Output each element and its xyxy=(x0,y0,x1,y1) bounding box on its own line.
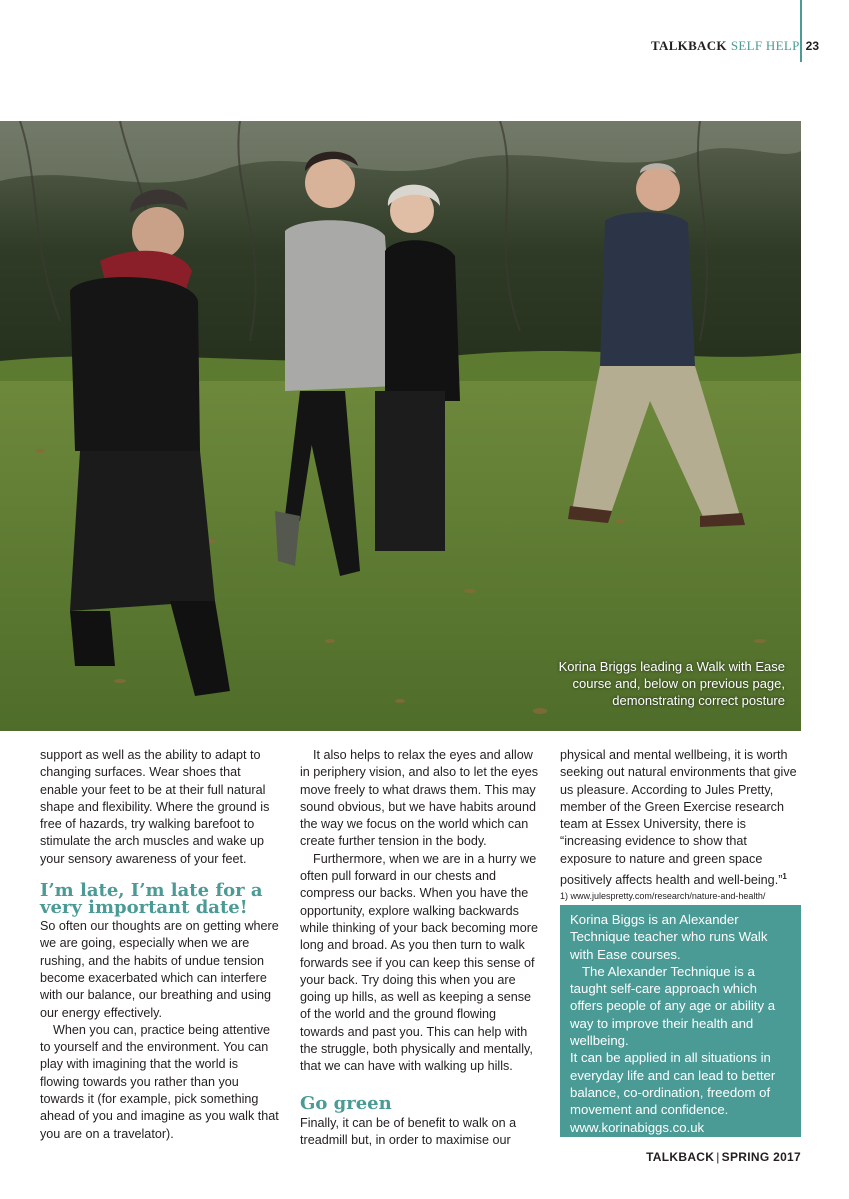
column1-paragraph-1: support as well as the ability to adapt to changing surfaces. Wear shoes that enable your feet to be at their full natural shape and flexibility. Where the ground is free of hazards, try walking barefoot to stimulate the arch muscles and wake up your sensory awareness of your feet. xyxy=(40,748,270,866)
footer-issue: SPRING 2017 xyxy=(721,1150,801,1164)
footer-separator: | xyxy=(716,1150,720,1164)
caption-line-1: Korina Briggs leading a Walk with Ease xyxy=(558,659,785,674)
article-column-1 xyxy=(40,747,280,1143)
article-column-3 xyxy=(560,747,802,902)
section-name: SELF HELP xyxy=(730,38,800,53)
magazine-name: TALKBACK xyxy=(651,38,727,53)
infobox-paragraph-3: It can be applied in all situations in everyday life and can lead to better balance, co-ordination, freedom of movement and confidence. xyxy=(570,1050,776,1118)
footnote: 1) www.julespretty.com/research/nature-and-health/ xyxy=(560,890,766,901)
column3-paragraph-text: physical and mental wellbeing, it is worth seeking out natural environments that give us pleasure. According to Jules Pretty, member of the Green Exercise research team at Essex University, there is “increasing evidence to show that exposure to nature and green space positively affects health and well-being.” xyxy=(560,748,797,888)
infobox-paragraph-2: The Alexander Technique is a taught self-care approach which offers people of any age or ability a way to improve their health and wellbeing. xyxy=(570,963,776,1049)
subheading-late: I’m late, I’m late for a very important date! xyxy=(40,880,263,919)
link-alexandertechnique[interactable]: www.alexandertechnique.co.uk xyxy=(570,1136,752,1152)
photo-illustration xyxy=(0,121,801,731)
caption-line-2: course and, below on previous page, xyxy=(572,676,785,691)
author-info-box xyxy=(560,905,801,1152)
footer-magazine: TALKBACK xyxy=(646,1150,715,1164)
column2-paragraph-1: It also helps to relax the eyes and allow in periphery vision, and also to let the eyes move freely to what draws them. This may sound obvious, but we have habits around the way we focus on the world which can create further tension in the body. xyxy=(300,748,539,849)
link-korinabiggs[interactable]: www.korinabiggs.co.uk xyxy=(570,1119,705,1135)
walking-group-photo xyxy=(0,121,801,731)
column3-paragraph-1 xyxy=(560,747,802,890)
footnote-marker: 1 xyxy=(782,872,787,882)
subheading-go-green: Go green xyxy=(300,1092,392,1114)
column1-paragraph-3: When you can, practice being attentive to yourself and the environment. You can play with imagining that the world is flowing towards you rather than you towards it (for example, pick something ahead of you and imagine as you walk that you are on a travelator). xyxy=(40,1022,279,1141)
column2-paragraph-2: Furthermore, when we are in a hurry we often pull forward in our chests and compress our backs. When you have the opportunity, explore walking backwards while thinking of your back becoming more long and broad. As you then turn to walk forwards see if you can keep this sense of your back. Try doing this when you are going up hills, as well as keeping a sense of the world and the ground flowing towards and past you. This can help with the struggle, both physically and mentally, that we can have with walking up hills. xyxy=(300,851,539,1074)
article-column-2 xyxy=(300,747,540,1149)
column1-paragraph-2: So often our thoughts are on getting where we are going, especially when we are rushing, and the habits of undue tension become exacerbated which can interfere with our balance, our breathing and using our energy effectively. xyxy=(40,919,279,1020)
column2-paragraph-3: Finally, it can be of benefit to walk on a treadmill but, in order to maximise our xyxy=(300,1115,517,1147)
infobox-paragraph-1: Korina Biggs is an Alexander Technique teacher who runs Walk with Ease courses. xyxy=(570,912,768,962)
page-number: 23 xyxy=(805,39,819,53)
header-rule xyxy=(800,0,802,62)
photo-caption xyxy=(525,658,785,709)
caption-line-3: demonstrating correct posture xyxy=(612,693,785,708)
running-header xyxy=(651,38,819,54)
running-footer xyxy=(646,1150,801,1164)
